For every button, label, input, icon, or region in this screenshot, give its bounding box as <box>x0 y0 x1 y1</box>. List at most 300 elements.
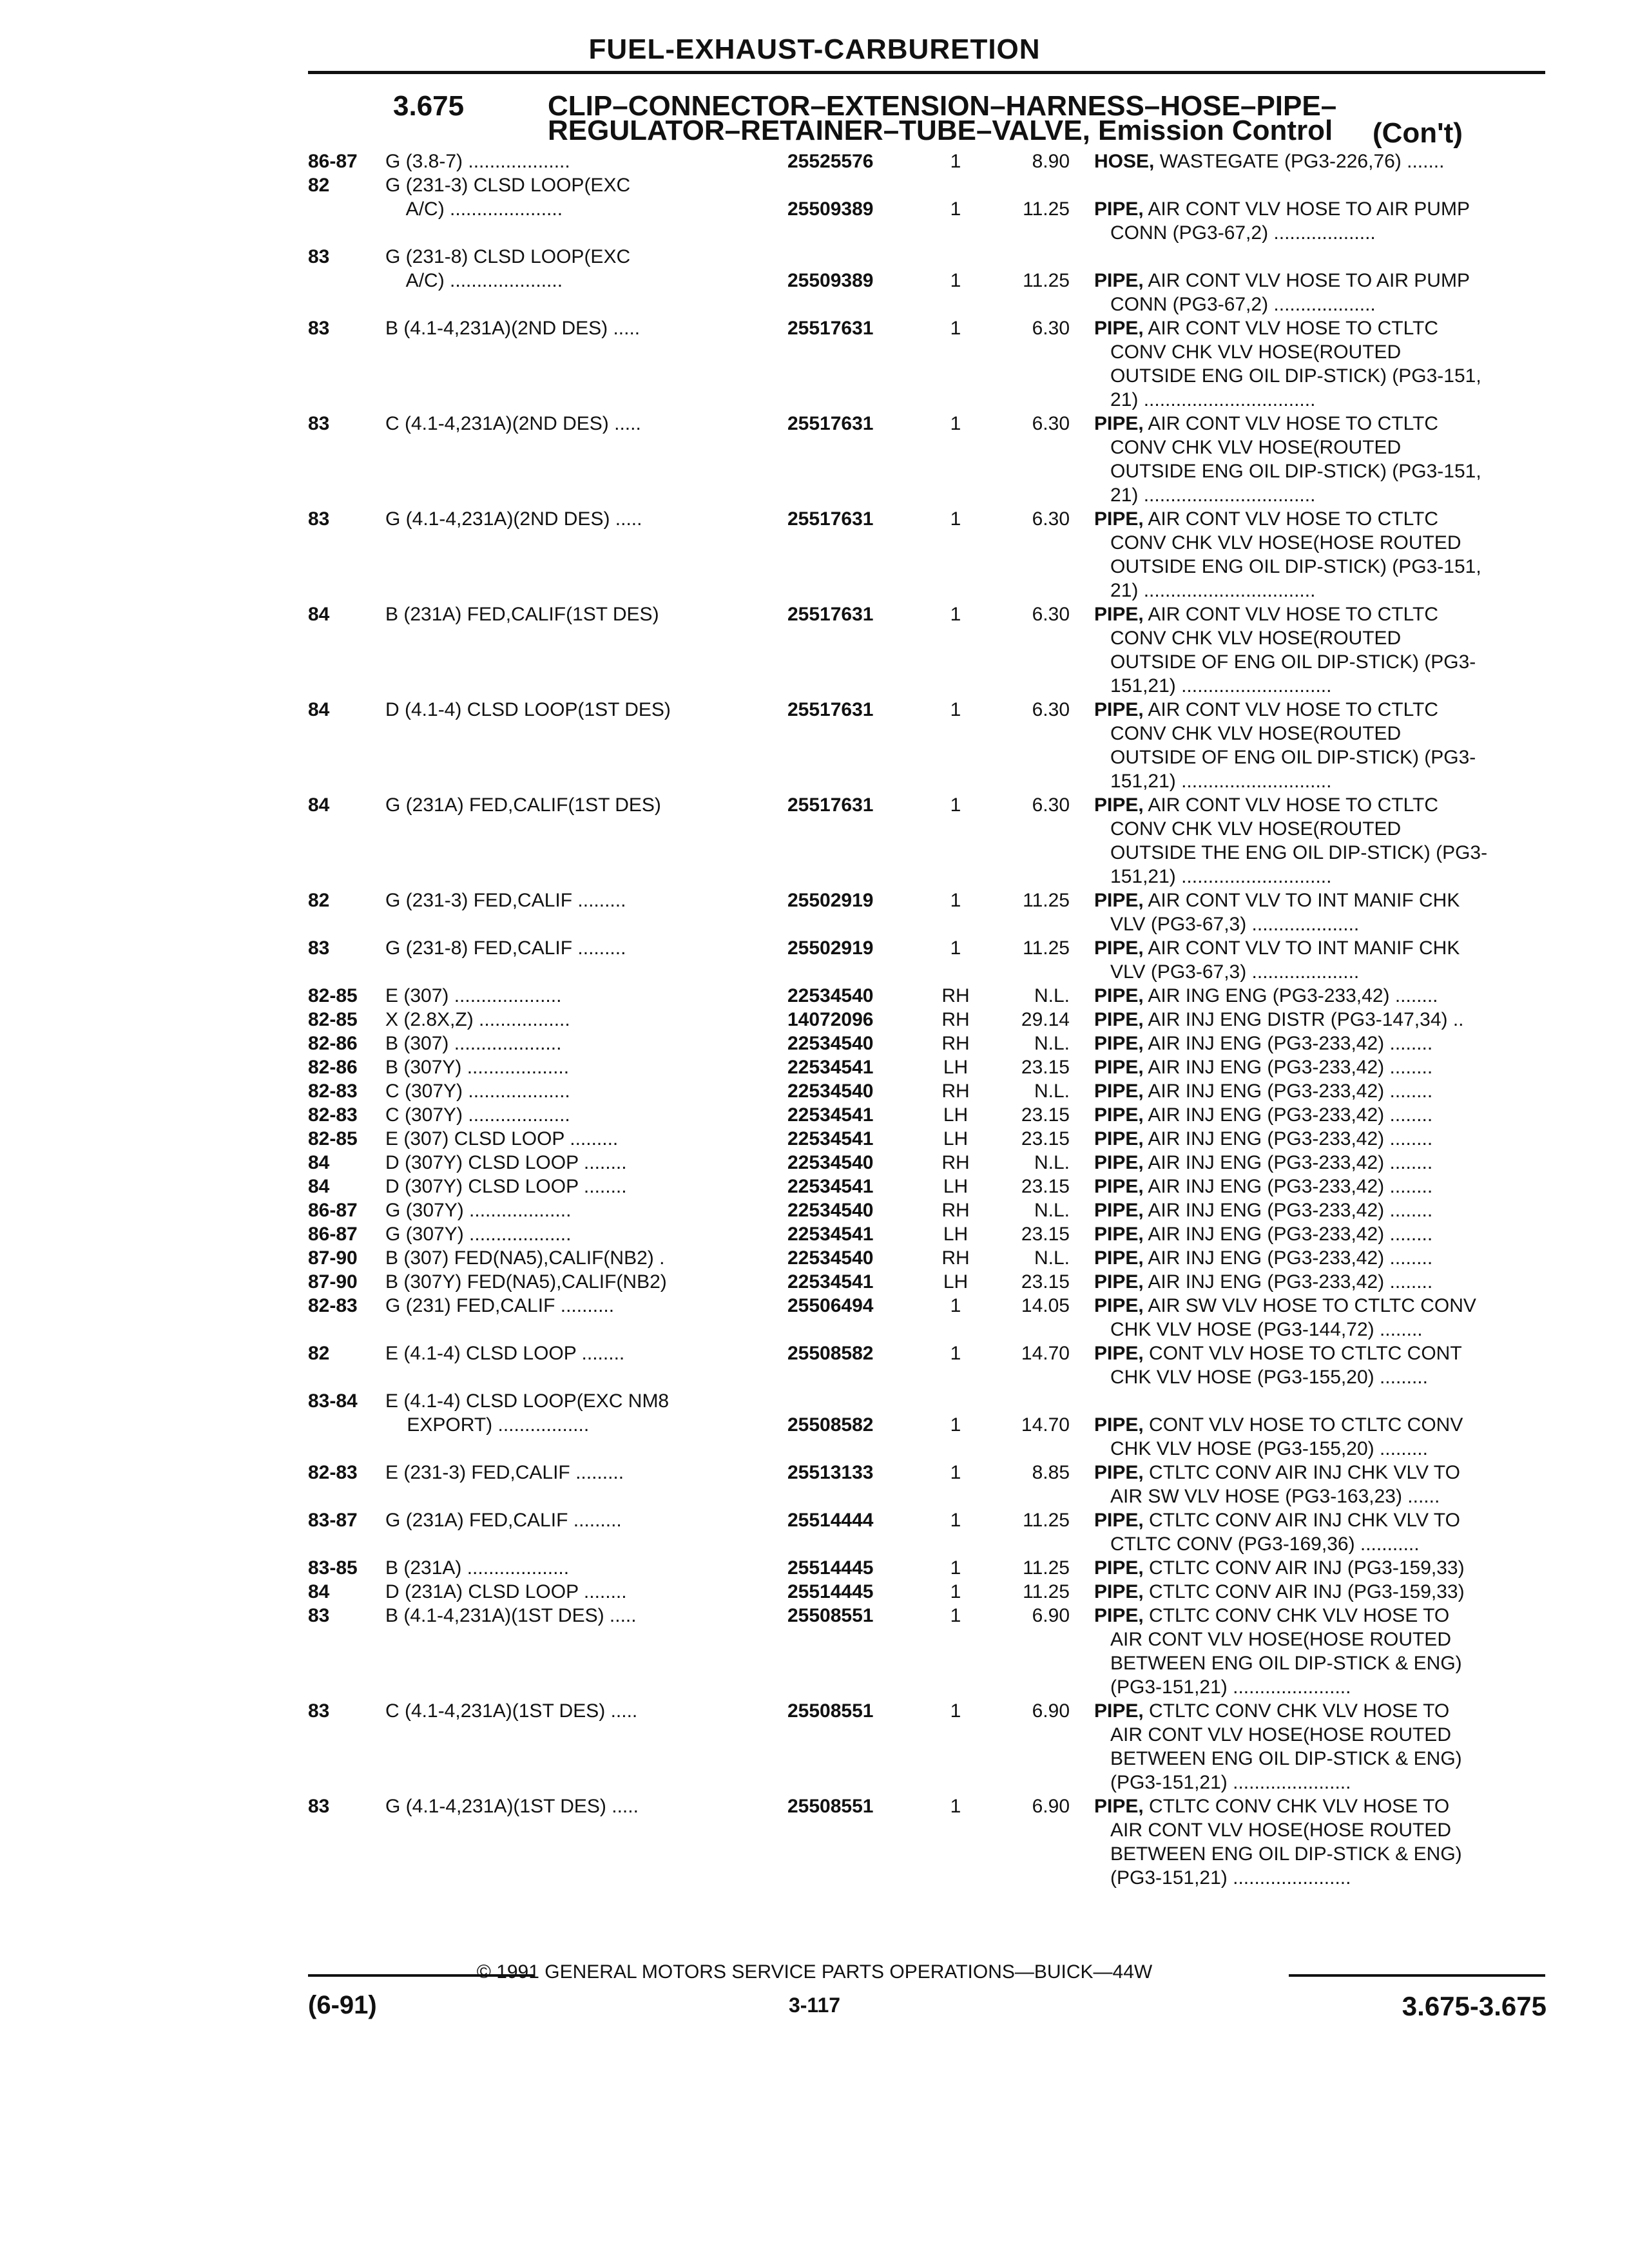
entry-price: N.L. <box>1034 1081 1070 1102</box>
entry-description: E (307) .................... <box>385 985 562 1006</box>
entry-years: 82-83 <box>308 1081 358 1102</box>
entry-part-number: 22534541 <box>787 1057 874 1078</box>
entry-price: 6.30 <box>1032 604 1070 625</box>
entry-part-name-detail: AIR INJ ENG (PG3-233,42) ........ <box>1143 1200 1433 1221</box>
entry-part-name <box>1094 1389 1563 1461</box>
entry-price: 6.30 <box>1032 794 1070 816</box>
entry-description: D (307Y) CLSD LOOP ........ <box>385 1152 627 1173</box>
entry-part-number: 25514444 <box>787 1510 874 1531</box>
entry-part-number: 22534540 <box>787 985 874 1006</box>
entry-part-name <box>1094 984 1563 1008</box>
entry-years: 87-90 <box>308 1247 358 1269</box>
entry-description: D (231A) CLSD LOOP ........ <box>385 1581 627 1602</box>
entry-part-number: 25517631 <box>787 413 874 434</box>
entry-part-name-keyword: PIPE, <box>1094 1343 1144 1364</box>
entry-quantity: 1 <box>950 1462 961 1483</box>
entry-quantity: RH <box>941 1033 970 1054</box>
entry-part-name <box>1094 1055 1563 1079</box>
entry-price: N.L. <box>1034 1247 1070 1269</box>
entry-quantity: 1 <box>950 1557 961 1579</box>
entry-quantity: RH <box>941 1247 970 1269</box>
entry-description: B (307) FED(NA5),CALIF(NB2) . <box>385 1247 665 1269</box>
entry-part-number: 22534541 <box>787 1271 874 1293</box>
entry-quantity: LH <box>943 1057 969 1078</box>
entry-part-name-keyword: PIPE, <box>1094 699 1144 720</box>
entry-quantity: 1 <box>950 1581 961 1602</box>
catalog-entry <box>308 1079 1558 1103</box>
entry-quantity: 1 <box>950 413 961 434</box>
entry-price: 23.15 <box>1021 1128 1070 1149</box>
catalog-entry <box>308 1461 1558 1508</box>
entry-description: G (231A) FED,CALIF ......... <box>385 1510 622 1531</box>
entry-part-number: 22534541 <box>787 1128 874 1149</box>
section-title-line1: CLIP–CONNECTOR–EXTENSION–HARNESS–HOSE–PIPE– <box>548 90 1337 122</box>
catalog-entry <box>308 1294 1558 1341</box>
entry-part-name <box>1094 1556 1563 1580</box>
entry-quantity: 1 <box>950 1510 961 1531</box>
entry-part-name <box>1094 1604 1563 1699</box>
catalog-entry <box>308 1103 1558 1127</box>
entry-part-name <box>1094 507 1563 602</box>
entry-years: 83 <box>308 508 330 530</box>
entry-part-name <box>1094 1246 1563 1270</box>
entry-description: X (2.8X,Z) ................. <box>385 1009 570 1030</box>
entry-description: B (307Y) FED(NA5),CALIF(NB2) <box>385 1271 667 1293</box>
entry-description: G (231-3) CLSD LOOP(EXC A/C) ..................... <box>385 175 631 220</box>
footer-section-range: 3.675-3.675 <box>1402 1991 1547 2021</box>
entry-description: C (307Y) ................... <box>385 1104 570 1126</box>
entry-price: N.L. <box>1034 985 1070 1006</box>
entry-quantity: LH <box>943 1176 969 1197</box>
entry-part-name-keyword: PIPE, <box>1094 1700 1144 1722</box>
entry-description: E (231-3) FED,CALIF ......... <box>385 1462 624 1483</box>
catalog-entry <box>308 1389 1558 1461</box>
entry-years: 86-87 <box>308 1200 358 1221</box>
catalog-entry <box>308 1032 1558 1055</box>
page-header-title: FUEL-EXHAUST-CARBURETION <box>588 34 1041 65</box>
entry-part-name-keyword: PIPE, <box>1094 508 1144 530</box>
entry-years: 87-90 <box>308 1271 358 1293</box>
entry-part-name-keyword: PIPE, <box>1094 1057 1144 1078</box>
entry-part-name <box>1094 602 1563 698</box>
entry-part-name-keyword: PIPE, <box>1094 1557 1144 1579</box>
entry-part-name-detail: AIR INJ ENG (PG3-233,42) ........ <box>1143 1152 1433 1173</box>
entry-part-name-detail: AIR INJ ENG (PG3-233,42) ........ <box>1143 1176 1433 1197</box>
entry-part-name <box>1094 1175 1563 1198</box>
entry-part-name-detail: AIR CONT VLV HOSE TO CTLTC CONV CHK VLV HOSE(ROUTED OUTSIDE OF ENG OIL DIP-STICK) (PG3- 151,21) ............................ <box>1110 699 1476 792</box>
entry-description: G (231-3) FED,CALIF ......... <box>385 890 626 911</box>
entry-part-name-detail: AIR INJ ENG (PG3-233,42) ........ <box>1143 1081 1433 1102</box>
entry-part-name <box>1094 1103 1563 1127</box>
entry-part-number: 25508582 <box>787 1414 874 1436</box>
entry-part-name-detail: AIR CONT VLV HOSE TO CTLTC CONV CHK VLV HOSE(ROUTED OUTSIDE ENG OIL DIP-STICK) (PG3-151, 21) ................................ <box>1110 318 1481 410</box>
entry-part-number: 22534541 <box>787 1104 874 1126</box>
entry-description: B (4.1-4,231A)(1ST DES) ..... <box>385 1605 637 1626</box>
entry-part-number: 25508582 <box>787 1343 874 1364</box>
entry-part-name-keyword: PIPE, <box>1094 1152 1144 1173</box>
entry-years: 83-87 <box>308 1510 358 1531</box>
entry-part-name <box>1094 1294 1563 1341</box>
catalog-entry <box>308 507 1558 602</box>
entry-part-name-detail: AIR CONT VLV TO INT MANIF CHK VLV (PG3-67,3) .................... <box>1110 890 1460 935</box>
entry-part-name <box>1094 1222 1563 1246</box>
entry-price: 6.30 <box>1032 318 1070 339</box>
entry-part-name <box>1094 1008 1563 1032</box>
entry-price: N.L. <box>1034 1033 1070 1054</box>
entry-part-number: 25517631 <box>787 508 874 530</box>
entry-part-number: 25517631 <box>787 318 874 339</box>
entry-quantity: LH <box>943 1271 969 1293</box>
entry-quantity: LH <box>943 1128 969 1149</box>
entry-part-name-detail: AIR INJ ENG (PG3-233,42) ........ <box>1143 1057 1433 1078</box>
entry-part-number: 25517631 <box>787 794 874 816</box>
entry-years: 82-83 <box>308 1295 358 1316</box>
entry-part-name-keyword: PIPE, <box>1094 1414 1144 1436</box>
entry-part-name-detail: CTLTC CONV AIR INJ (PG3-159,33) <box>1143 1581 1465 1602</box>
entry-years: 82-85 <box>308 1128 358 1149</box>
catalog-entry <box>308 698 1558 793</box>
catalog-entry <box>308 1175 1558 1198</box>
entry-price: 14.05 <box>1021 1295 1070 1316</box>
section-number: 3.675 <box>393 90 465 122</box>
entry-description: B (307) .................... <box>385 1033 562 1054</box>
entry-part-name <box>1094 412 1563 507</box>
entry-years: 84 <box>308 1581 330 1602</box>
entry-part-name-keyword: PIPE, <box>1094 1224 1144 1245</box>
entry-part-name-detail: CTLTC CONV AIR INJ (PG3-159,33) <box>1143 1557 1465 1579</box>
catalog-entry <box>308 1341 1558 1389</box>
entry-quantity: RH <box>941 1200 970 1221</box>
entry-part-number: 25525576 <box>787 151 874 172</box>
entry-part-number: 22534541 <box>787 1224 874 1245</box>
entry-part-name-keyword: PIPE, <box>1094 1081 1144 1102</box>
entry-part-number: 22534540 <box>787 1152 874 1173</box>
entry-price: 29.14 <box>1021 1009 1070 1030</box>
entry-price: 6.90 <box>1032 1700 1070 1722</box>
entry-price: 6.90 <box>1032 1796 1070 1817</box>
entry-description: G (231) FED,CALIF .......... <box>385 1295 615 1316</box>
entry-price: 6.30 <box>1032 413 1070 434</box>
entry-description: G (307Y) ................... <box>385 1224 572 1245</box>
entry-part-name <box>1094 1580 1563 1604</box>
entry-part-name-detail: AIR INJ ENG (PG3-233,42) ........ <box>1143 1128 1433 1149</box>
section-title-line2: REGULATOR–RETAINER–TUBE–VALVE, Emission Control <box>548 115 1333 146</box>
entry-quantity: 1 <box>950 937 961 959</box>
entry-price: 11.25 <box>1023 270 1070 291</box>
entry-quantity: LH <box>943 1224 969 1245</box>
continued-label: (Con't) <box>1373 117 1463 149</box>
header-rule <box>308 71 1545 74</box>
entry-price: 23.15 <box>1021 1104 1070 1126</box>
entry-part-name-keyword: HOSE, <box>1094 151 1155 172</box>
entry-part-name <box>1094 316 1563 412</box>
entry-price: 23.15 <box>1021 1224 1070 1245</box>
entry-part-name-detail: CONT VLV HOSE TO CTLTC CONT CHK VLV HOSE (PG3-155,20) ......... <box>1110 1343 1462 1388</box>
entry-part-name-detail: AIR CONT VLV HOSE TO AIR PUMP CONN (PG3-67,2) ................... <box>1110 270 1470 315</box>
entry-years: 82 <box>308 890 330 911</box>
entry-quantity: 1 <box>950 318 961 339</box>
entry-part-number: 25508551 <box>787 1605 874 1626</box>
entry-part-name <box>1094 1699 1563 1794</box>
entry-years: 83 <box>308 937 330 959</box>
entry-years: 83-85 <box>308 1557 358 1579</box>
entry-part-name <box>1094 1270 1563 1294</box>
entry-price: 14.70 <box>1021 1414 1070 1436</box>
entry-quantity: 1 <box>950 198 961 220</box>
entry-part-name-keyword: PIPE, <box>1094 890 1144 911</box>
entry-description: E (4.1-4) CLSD LOOP ........ <box>385 1343 625 1364</box>
entry-years: 82-85 <box>308 1009 358 1030</box>
entry-description: D (4.1-4) CLSD LOOP(1ST DES) <box>385 699 671 720</box>
entry-quantity: RH <box>941 985 970 1006</box>
entry-years: 82-86 <box>308 1057 358 1078</box>
entry-part-name <box>1094 793 1563 889</box>
catalog-entry <box>308 1151 1558 1175</box>
entry-part-name-keyword: PIPE, <box>1094 270 1144 291</box>
entry-years: 83 <box>308 246 330 267</box>
entry-years: 84 <box>308 794 330 816</box>
entry-part-name-keyword: PIPE, <box>1094 1247 1144 1269</box>
entry-part-name-keyword: PIPE, <box>1094 1295 1144 1316</box>
entry-part-name <box>1094 1198 1563 1222</box>
entry-years: 82 <box>308 175 330 196</box>
entry-part-name <box>1094 1079 1563 1103</box>
entry-part-name <box>1094 1508 1563 1556</box>
entry-description: G (231-8) CLSD LOOP(EXC A/C) ..................... <box>385 246 631 291</box>
entry-description: G (231-8) FED,CALIF ......... <box>385 937 626 959</box>
entry-part-name-keyword: PIPE, <box>1094 1462 1144 1483</box>
entry-part-number: 25509389 <box>787 198 874 220</box>
entry-quantity: 1 <box>950 890 961 911</box>
entry-part-number: 14072096 <box>787 1009 874 1030</box>
catalog-entry <box>308 1604 1558 1699</box>
catalog-entry <box>308 1699 1558 1794</box>
entry-description: B (231A) ................... <box>385 1557 570 1579</box>
catalog-entry <box>308 602 1558 698</box>
entry-quantity: 1 <box>950 1605 961 1626</box>
entry-part-name-detail: AIR CONT VLV HOSE TO CTLTC CONV CHK VLV HOSE(HOSE ROUTED OUTSIDE ENG OIL DIP-STICK) (PG3-151, 21) ................................ <box>1110 508 1481 601</box>
entry-price: 14.70 <box>1021 1343 1070 1364</box>
catalog-entry <box>308 245 1558 316</box>
entry-quantity: 1 <box>950 794 961 816</box>
entry-description: G (3.8-7) ................... <box>385 151 570 172</box>
entry-price: 11.25 <box>1023 1510 1070 1531</box>
entry-part-number: 25514445 <box>787 1581 874 1602</box>
entry-part-name-keyword: PIPE, <box>1094 1104 1144 1126</box>
entry-part-name-detail: AIR ING ENG (PG3-233,42) ........ <box>1143 985 1438 1006</box>
entry-part-name-keyword: PIPE, <box>1094 198 1144 220</box>
entry-years: 83 <box>308 413 330 434</box>
entry-description: E (307) CLSD LOOP ......... <box>385 1128 619 1149</box>
catalog-entry <box>308 316 1558 412</box>
entry-description: C (307Y) ................... <box>385 1081 570 1102</box>
entry-part-name <box>1094 698 1563 793</box>
entry-part-name <box>1094 1032 1563 1055</box>
entry-part-name <box>1094 1127 1563 1151</box>
entry-quantity: 1 <box>950 604 961 625</box>
entry-part-name <box>1094 1341 1563 1389</box>
entry-price: N.L. <box>1034 1200 1070 1221</box>
entry-years: 84 <box>308 699 330 720</box>
entry-description: C (4.1-4,231A)(1ST DES) ..... <box>385 1700 638 1722</box>
entry-quantity: RH <box>941 1152 970 1173</box>
entry-part-name-detail: AIR CONT VLV HOSE TO CTLTC CONV CHK VLV HOSE(ROUTED OUTSIDE ENG OIL DIP-STICK) (PG3-151, 21) ................................ <box>1110 413 1481 506</box>
catalog-entry <box>308 793 1558 889</box>
entry-part-name-detail: AIR INJ ENG (PG3-233,42) ........ <box>1143 1033 1433 1054</box>
entry-price: 23.15 <box>1021 1057 1070 1078</box>
entry-quantity: 1 <box>950 1343 961 1364</box>
entry-part-name-detail: AIR CONT VLV HOSE TO CTLTC CONV CHK VLV HOSE(ROUTED OUTSIDE THE ENG OIL DIP-STICK) (PG3- 151,21) ............................ <box>1110 794 1488 887</box>
entry-part-number: 25502919 <box>787 890 874 911</box>
entry-years: 84 <box>308 604 330 625</box>
entry-part-name-detail: CTLTC CONV CHK VLV HOSE TO AIR CONT VLV HOSE(HOSE ROUTED BETWEEN ENG OIL DIP-STICK & ENG) (PG3-151,21) ...................... <box>1110 1796 1462 1888</box>
entry-years: 84 <box>308 1152 330 1173</box>
entry-quantity: LH <box>943 1104 969 1126</box>
entry-part-number: 22534540 <box>787 1081 874 1102</box>
entry-part-name-keyword: PIPE, <box>1094 794 1144 816</box>
entry-quantity: 1 <box>950 1414 961 1436</box>
catalog-entry <box>308 173 1558 245</box>
entry-part-number: 25508551 <box>787 1700 874 1722</box>
entry-part-name-keyword: PIPE, <box>1094 318 1144 339</box>
entry-description: G (231A) FED,CALIF(1ST DES) <box>385 794 661 816</box>
entry-part-number: 25514445 <box>787 1557 874 1579</box>
entry-price: 11.25 <box>1023 1557 1070 1579</box>
entry-part-name-detail: AIR CONT VLV TO INT MANIF CHK VLV (PG3-67,3) .................... <box>1110 937 1460 983</box>
entry-part-number: 25509389 <box>787 270 874 291</box>
entry-years: 83 <box>308 1700 330 1722</box>
entry-part-number: 25517631 <box>787 699 874 720</box>
entry-part-name-detail: AIR CONT VLV HOSE TO CTLTC CONV CHK VLV HOSE(ROUTED OUTSIDE OF ENG OIL DIP-STICK) (PG3- 151,21) ............................ <box>1110 604 1476 697</box>
entry-years: 86-87 <box>308 1224 358 1245</box>
entry-part-name-keyword: PIPE, <box>1094 1581 1144 1602</box>
entry-part-name-keyword: PIPE, <box>1094 1009 1144 1030</box>
entry-part-name-keyword: PIPE, <box>1094 1605 1144 1626</box>
entry-part-name-detail: AIR INJ ENG (PG3-233,42) ........ <box>1143 1247 1433 1269</box>
entry-years: 82-83 <box>308 1104 358 1126</box>
entry-part-name-keyword: PIPE, <box>1094 1271 1144 1293</box>
catalog-entry <box>308 1794 1558 1890</box>
entry-part-number: 25506494 <box>787 1295 874 1316</box>
entry-part-name <box>1094 1151 1563 1175</box>
entry-part-name-detail: CTLTC CONV CHK VLV HOSE TO AIR CONT VLV HOSE(HOSE ROUTED BETWEEN ENG OIL DIP-STICK & ENG) (PG3-151,21) ...................... <box>1110 1605 1462 1698</box>
entry-years: 82-85 <box>308 985 358 1006</box>
entry-quantity: 1 <box>950 508 961 530</box>
entry-quantity: RH <box>941 1009 970 1030</box>
footer-date: (6-91) <box>308 1991 377 2019</box>
entry-part-number: 22534540 <box>787 1200 874 1221</box>
catalog-entry <box>308 1580 1558 1604</box>
entry-description: G (307Y) ................... <box>385 1200 572 1221</box>
entry-part-name-keyword: PIPE, <box>1094 1128 1144 1149</box>
catalog-entry <box>308 1556 1558 1580</box>
entry-price: 8.90 <box>1032 151 1070 172</box>
catalog-entry <box>308 1008 1558 1032</box>
entry-part-name-keyword: PIPE, <box>1094 1033 1144 1054</box>
catalog-entry <box>308 1127 1558 1151</box>
entry-description: D (307Y) CLSD LOOP ........ <box>385 1176 627 1197</box>
entry-years: 82-83 <box>308 1462 358 1483</box>
entry-description: E (4.1-4) CLSD LOOP(EXC NM8 EXPORT) ................. <box>385 1390 670 1436</box>
catalog-entry <box>308 1246 1558 1270</box>
entry-quantity: 1 <box>950 1796 961 1817</box>
entry-part-name-detail: CONT VLV HOSE TO CTLTC CONV CHK VLV HOSE (PG3-155,20) ......... <box>1110 1414 1463 1459</box>
entry-part-name-detail: AIR SW VLV HOSE TO CTLTC CONV CHK VLV HOSE (PG3-144,72) ........ <box>1110 1295 1476 1340</box>
entry-part-number: 22534541 <box>787 1176 874 1197</box>
entry-part-name-detail: CTLTC CONV AIR INJ CHK VLV TO CTLTC CONV (PG3-169,36) ........... <box>1110 1510 1460 1555</box>
entry-part-name-detail: WASTEGATE (PG3-226,76) ....... <box>1154 151 1445 172</box>
entry-part-number: 25502919 <box>787 937 874 959</box>
entry-price: 8.85 <box>1032 1462 1070 1483</box>
catalog-entry <box>308 1222 1558 1246</box>
entry-years: 84 <box>308 1176 330 1197</box>
entry-part-name <box>1094 936 1563 984</box>
entry-part-name <box>1094 1794 1563 1890</box>
entry-years: 83 <box>308 1605 330 1626</box>
entry-part-name <box>1094 889 1563 936</box>
catalog-entry <box>308 1508 1558 1556</box>
entry-part-name-detail: CTLTC CONV AIR INJ CHK VLV TO AIR SW VLV HOSE (PG3-163,23) ...... <box>1110 1462 1460 1507</box>
catalog-entry <box>308 1055 1558 1079</box>
entry-price: N.L. <box>1034 1152 1070 1173</box>
entry-quantity: 1 <box>950 1700 961 1722</box>
catalog-entry <box>308 1198 1558 1222</box>
entry-part-name-detail: AIR INJ ENG DISTR (PG3-147,34) .. <box>1143 1009 1464 1030</box>
catalog-entry <box>308 1270 1558 1294</box>
entry-price: 11.25 <box>1023 198 1070 220</box>
entry-price: 11.25 <box>1023 937 1070 959</box>
footer-copyright: © 1991 GENERAL MOTORS SERVICE PARTS OPERATIONS—BUICK—44W <box>476 1961 1153 1983</box>
entry-price: 6.90 <box>1032 1605 1070 1626</box>
catalog-entry <box>308 936 1558 984</box>
entry-part-name-detail: AIR INJ ENG (PG3-233,42) ........ <box>1143 1104 1433 1126</box>
entry-years: 82-86 <box>308 1033 358 1054</box>
entry-quantity: 1 <box>950 270 961 291</box>
entry-part-name-keyword: PIPE, <box>1094 937 1144 959</box>
entry-quantity: 1 <box>950 1295 961 1316</box>
entry-part-name <box>1094 1461 1563 1508</box>
entry-part-name <box>1094 149 1563 173</box>
entry-part-name-keyword: PIPE, <box>1094 985 1144 1006</box>
entry-price: 11.25 <box>1023 1581 1070 1602</box>
entry-years: 83 <box>308 1796 330 1817</box>
entry-part-number: 25517631 <box>787 604 874 625</box>
entry-part-name-keyword: PIPE, <box>1094 604 1144 625</box>
entry-part-number: 22534540 <box>787 1033 874 1054</box>
entry-part-name-keyword: PIPE, <box>1094 1200 1144 1221</box>
entry-part-name-detail: AIR INJ ENG (PG3-233,42) ........ <box>1143 1224 1433 1245</box>
entry-part-name-detail: CTLTC CONV CHK VLV HOSE TO AIR CONT VLV HOSE(HOSE ROUTED BETWEEN ENG OIL DIP-STICK & ENG) (PG3-151,21) ...................... <box>1110 1700 1462 1793</box>
catalog-entry <box>308 984 1558 1008</box>
entry-description: G (4.1-4,231A)(2ND DES) ..... <box>385 508 642 530</box>
entry-part-name-detail: AIR INJ ENG (PG3-233,42) ........ <box>1143 1271 1433 1293</box>
entry-quantity: 1 <box>950 699 961 720</box>
catalog-entry <box>308 889 1558 936</box>
entry-description: G (4.1-4,231A)(1ST DES) ..... <box>385 1796 639 1817</box>
entry-years: 82 <box>308 1343 330 1364</box>
entry-part-name-keyword: PIPE, <box>1094 1510 1144 1531</box>
catalog-entry <box>308 412 1558 507</box>
entry-part-name <box>1094 173 1563 245</box>
parts-list <box>0 149 1629 1890</box>
entry-description: B (231A) FED,CALIF(1ST DES) <box>385 604 659 625</box>
entry-price: 23.15 <box>1021 1271 1070 1293</box>
footer-page-number: 3-117 <box>788 1994 841 2017</box>
entry-part-name-keyword: PIPE, <box>1094 413 1144 434</box>
entry-part-number: 25513133 <box>787 1462 874 1483</box>
entry-price: 6.30 <box>1032 508 1070 530</box>
catalog-entry <box>308 149 1558 173</box>
